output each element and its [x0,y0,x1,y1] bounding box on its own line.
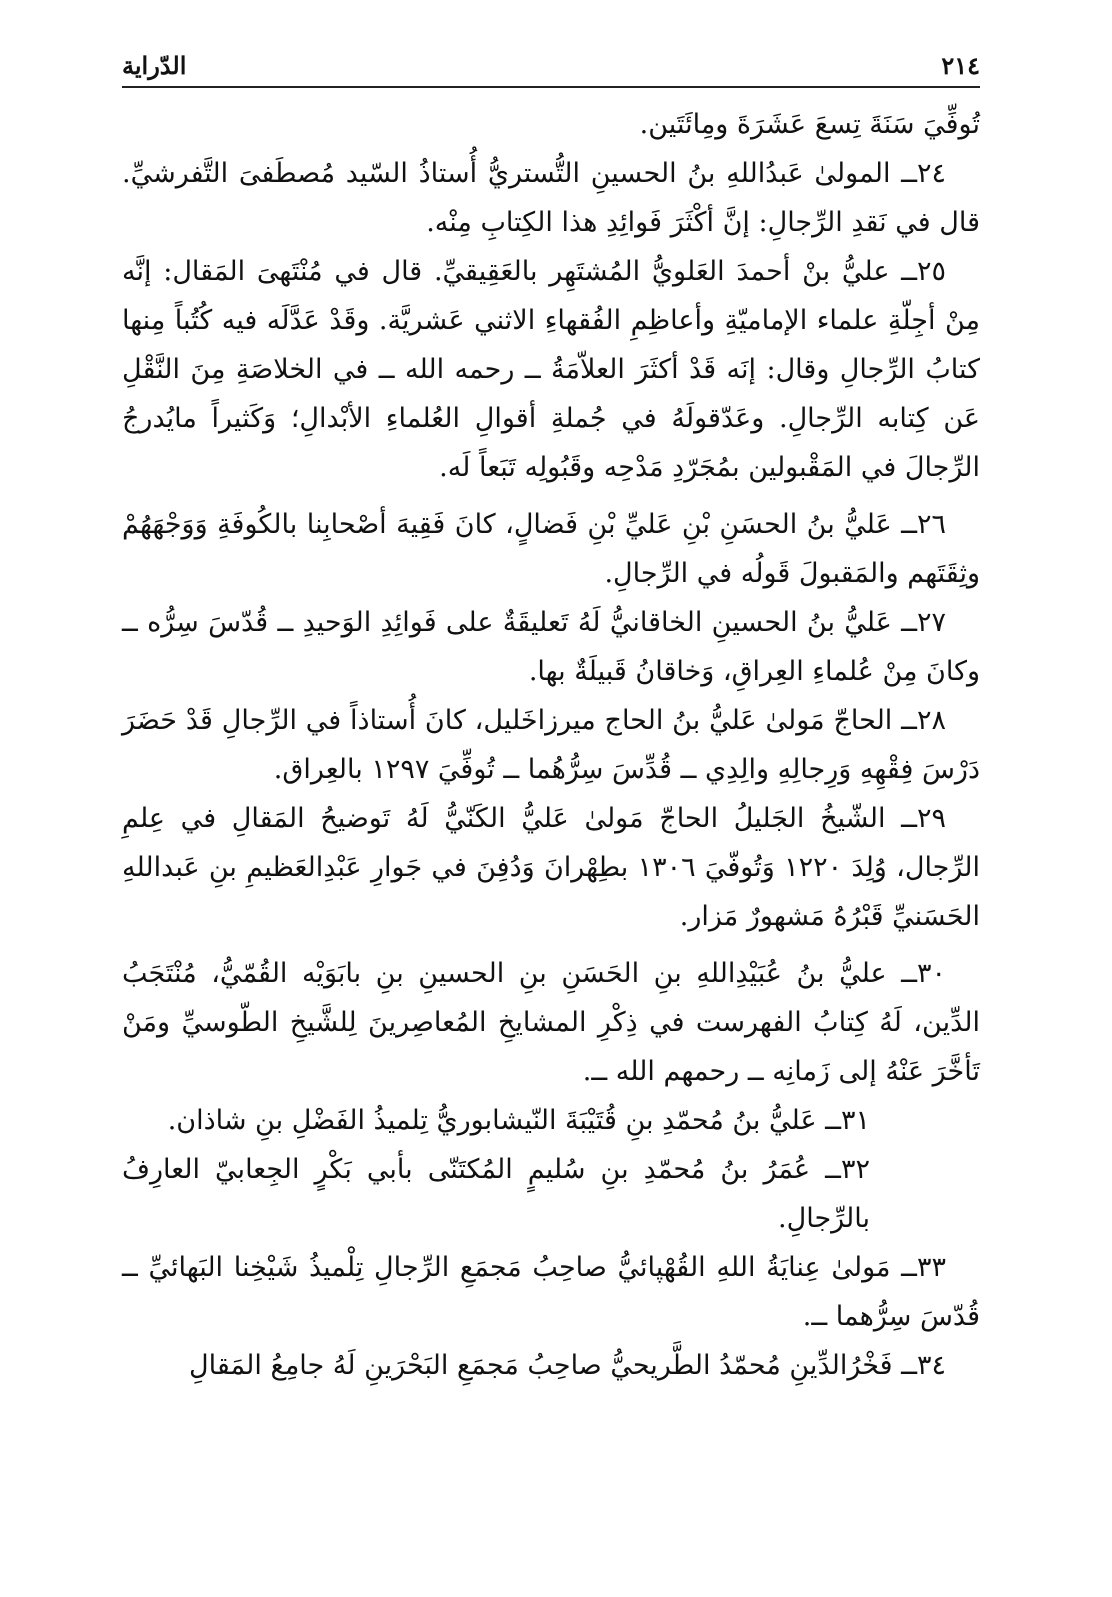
header-rule [122,86,980,88]
entry-31: ٣١ــ عَليُّ بنُ مُحمّدِ بنِ قُتَيْبَةَ النّيشابوريُّ تِلميذُ الفَضْلِ بنِ شاذان. [167,1105,870,1136]
page-number: ٢١٤ [941,51,980,80]
paragraph-continuation: تُوفِّيَ سَنَةَ تِسعَ عَشَرَةَ ومِائَتَين. [639,109,980,140]
entry-30: ٣٠ــ عليُّ بنُ عُبَيْدِاللهِ بنِ الحَسَنِ بنِ الحسينِ بنِ بابَوَيْه القُمّيُّ، مُنْتَجَبُ الدِّين، لَهُ كِتابُ الفهرست في ذِكْرِ المشايخِ المُعاصِرينَ لِلشَّيخِ الطّوسيِّ ومَنْ تَأخَّرَ عَنْهُ إلى زَمانِه ــ رحمهم الله ــ. [122,958,980,1087]
running-title: الدّراية [122,51,187,80]
entry-27: ٢٧ــ عَليُّ بنُ الحسينِ الخاقانيُّ لَهُ تَعليقَةٌ على فَوائِدِ الوَحيدِ ــ قُدّسَ سِرُّه ــ وكانَ مِنْ عُلماءِ العِراقِ، وَخاقانُ قَبيلَةٌ بها. [122,607,980,687]
entry-24: ٢٤ــ المولىٰ عَبدُاللهِ بنُ الحسينِ التُّستريُّ أُستاذُ السّيد مُصطَفىَ التَّفرشيِّ. قال في نَقدِ الرِّجالِ: إنَّ أكْثَرَ فَوائِدِ هذا الكِتابِ مِنْه. [122,158,980,238]
entry-26: ٢٦ــ عَليُّ بنُ الحسَنِ بْنِ عَليِّ بْنِ فَضالٍ، كانَ فَقِيهَ أصْحابِنا بالكُوفَةِ وَوَجْهَهُمْ وثِقَتَهم والمَقبولَ قَولُه في الرِّجالِ. [122,509,980,589]
running-header [122,40,980,80]
entry-29: ٢٩ــ الشّيخُ الجَليلُ الحاجّ مَولىٰ عَليُّ الكَنّيُّ لَهُ تَوضيحُ المَقالِ في عِلمِ الرِّجال، وُلِدَ ١٢٢٠ وَتُوفّيَ ١٣٠٦ بطِهْرانَ وَدُفِنَ في جَوارِ عَبْدِالعَظيمِ بنِ عَبداللهِ الحَسَنيِّ قَبْرُهُ مَشهورٌ مَزار. [122,803,981,932]
entry-33: ٣٣ــ مَولىٰ عِنايَةُ اللهِ القُهْپائيُّ صاحِبُ مَجمَعِ الرِّجالِ تِلْميذُ شَيْخِنا البَهائيِّ ــ قُدّسَ سِرُّهما ــ. [122,1252,980,1332]
page-body [122,100,980,1390]
entry-34: ٣٤ــ فَخْرُالدِّينِ مُحمّدُ الطَّريحيُّ صاحِبُ مَجمَعِ البَحْرَينِ لَهُ جامِعُ المَقالِ [189,1350,946,1381]
entry-25: ٢٥ــ عليُّ بنْ أحمدَ العَلويُّ المُشتَهِر بالعَقِيقيِّ. قال في مُنْتَهىَ المَقال: إنَّه مِنْ أجِلّةِ علماء الإماميّةِ وأعاظِمِ الفُقهاءِ الاثني عَشريَّة. وقَدْ عَدَّلَه فيه كُتُباً مِنها كتابُ الرِّجالِ وقال: إنَه قَدْ أكثَرَ العلاّمَةُ ــ رحمه الله ــ في الخلاصَةِ مِنَ النَّقْلِ عَن كِتابه الرِّجالِ. وعَدّقولَهُ في جُملةِ أقوالِ العُلماءِ الأبْدالِ؛ وَكَثيراً مايُدرجُ الرِّجالَ في المَقْبولين بمُجَرّدِ مَدْحِه وقَبُولِه تَبَعاً لَه. [122,256,980,483]
entry-28: ٢٨ــ الحاجّ مَولىٰ عَليُّ بنُ الحاج ميرزاخَليل، كانَ أُستاذاً في الرِّجالِ قَدْ حَضَرَ دَرْسَ فِقْهِهِ وَرِجالِهِ والِدِي ــ قُدِّسَ سِرُّهُما ــ تُوفِّيَ ١٢٩٧ بالعِراق. [122,705,980,785]
entry-32: ٣٢ــ عُمَرُ بنُ مُحمّدِ بنِ سُليمٍ المُكتَنّى بأبي بَكْرٍ الجِعابيّ العارِفُ بالرِّجالِ. [122,1154,870,1234]
